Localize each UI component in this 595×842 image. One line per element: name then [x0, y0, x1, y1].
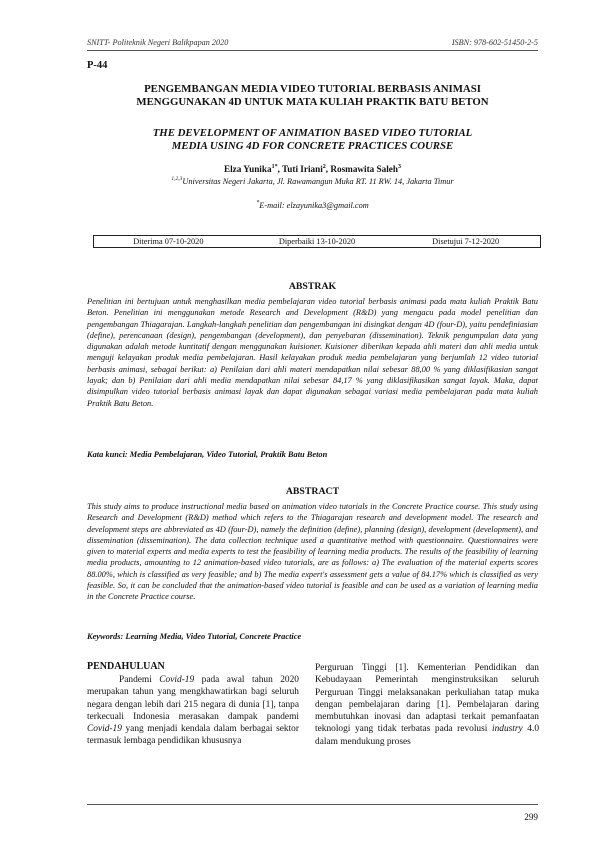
abstract-text: This study aims to produce instructional media based on animation video tutorials in the Concrete Practice course. This study using Research and Development (R&D) method which refers to the Thiagarajan research and development model. The research and development steps are abbreviated as 4D (four-D), namely the definition (define), planning (design), development (development), and dissemination (dissemination). The data collection technique used a quantitative method with questionnaire. Questionnaires were given to material experts and media experts to test the feasibility of learning media products. The results of the feasibility of learning media products, amounting to 12 animation-based video tutorials, are as follows: a) The evaluation of the material experts scores 88.00%, which is classified as very feasible; and b) The media expert's assessment gets a value of 84.17% which is classified as very feasible. So, it can be concluded that the animation-based video tutorial is feasible and can be used as a variation of learning media in the Concrete Practice course.: [87, 502, 538, 602]
author-1: Elza Yunika: [223, 164, 272, 175]
author-3: , Rosmawita Saleh: [325, 164, 398, 175]
intro-right-italic-1: industry: [491, 724, 523, 735]
page-number: 299: [524, 812, 538, 822]
intro-left-part-1: Pandemi: [119, 675, 160, 685]
abstrak-keywords: Kata kunci: Media Pembelajaran, Video Tutorial, Praktik Batu Beton: [87, 450, 328, 459]
date-accepted: Disetujui 7-12-2020: [432, 237, 500, 246]
title-indonesian: [87, 83, 538, 108]
intro-left-paragraph: [87, 674, 299, 748]
intro-heading: PENDAHULUAN: [87, 661, 165, 672]
author-list: [87, 164, 538, 174]
title-indonesian-line-2: MENGGUNAKAN 4D UNTUK MATA KULIAH PRAKTIK BATU BETON: [136, 95, 489, 108]
running-header-left: SNITT- Politeknik Negeri Balikpapan 2020: [87, 38, 229, 47]
affiliation: [87, 176, 538, 186]
dates-box: [93, 235, 541, 248]
title-english: [87, 127, 538, 152]
abstract-keywords: Keywords: Learning Media, Video Tutorial, Concrete Practice: [87, 632, 302, 641]
intro-right-column: [315, 662, 539, 748]
footer-divider: [87, 804, 538, 805]
author-2: , Tuti Iriani: [277, 164, 323, 175]
paper-code: P-44: [87, 60, 108, 71]
intro-left-part-2: pada awal tahun 2020 merupakan tahun yang mengkhawatirkan bagi seluruh negara dengan lebih dari 215 negara di dunia [1], tanpa terkecuali Indonesia merasakan dampak pandemi: [87, 675, 299, 722]
email-line: [87, 200, 538, 210]
running-header-right: ISBN: 978-602-51450-2-5: [451, 38, 538, 47]
intro-right-part-2: 4.0 dalam mendukung proses: [315, 724, 540, 747]
author-2-sup: 2: [322, 164, 326, 170]
email-sup: *: [256, 200, 260, 206]
intro-left-column: [87, 674, 299, 748]
author-1-sup: 1*: [271, 164, 278, 170]
abstract-heading: ABSTRACT: [285, 486, 340, 497]
intro-right-paragraph: [315, 662, 539, 748]
header-divider: [87, 50, 538, 51]
email-text: E-mail: elzayunika3@gmail.com: [259, 200, 369, 210]
date-revised: Diperbaiki 13-10-2020: [278, 237, 356, 246]
intro-right-part-1: Perguruan Tinggi [1]. Kementerian Pendidikan dan Kebudayaan Pemerintah menginstruksikan seluruh Perguruan Tinggi melaksanakan perkuliahan tatap muka dengan pembelajaran daring [1]. Pembelajaran daring membutuhkan inovasi dan adaptasi terkait pemanfaatan teknologi yang tidak terbatas pada revolusi: [315, 663, 539, 735]
affiliation-sup: 1,2,3: [171, 176, 183, 182]
title-english-line-2: MEDIA USING 4D FOR CONCRETE PRACTICES COURSE: [171, 139, 454, 152]
author-3-sup: 3: [398, 164, 401, 170]
abstrak-heading: ABSTRAK: [288, 281, 337, 292]
abstrak-text: Penelitian ini bertujuan untuk menghasilkan media pembelajaran video tutorial berbasis animasi pada mata kuliah Praktik Batu Beton. Penelitian ini menggunakan metode Research and Development (R&D) yang mengacu pada model penelitian dan pengembangan Thiagarajan. Langkah-langkah penelitian dan pengembangan ini disingkat dengan 4D (four-D), yaitu pendefiniasian (define), perencanaan (design), pengembangan (development), dan penyebaran (dissemination). Teknik pengumpulan data yang digunakan adalah metode kuntitatif dengan menggunakan kuisioner. Kuisioner diberikan kepada ahli materi dan ahli media untuk menguji kelayakan produk media pembelajaran. Hasil kelayakan produk media pembelajaran yang berjumlah 12 video tutorial berbasis animasi, sebagai berikut: a) Penilaian dari ahli materi mendapatkan nilai sebesar 88,00 % yang diklasifikasian sangat layak; dan b) Penilaian dari ahli media mendapatkan nilai sebesar 84,17 % yang diklasifikasikan sangat layak. Maka, dapat disimpulkan video tutorial berbasis animasi layak dan dapat digunakan sebagai variasi media pembelajaran pada mata kuliah Praktik Batu Beton.: [87, 297, 538, 408]
intro-left-italic-2: Covid-19: [87, 724, 122, 735]
date-received: Diterima 07-10-2020: [133, 237, 204, 246]
affiliation-text: Universitas Negeri Jakarta, Jl. Rawamangun Muka RT. 11 RW. 14, Jakarta Timur: [182, 176, 454, 186]
intro-left-italic-1: Covid-19: [159, 675, 195, 685]
title-english-line-1: THE DEVELOPMENT OF ANIMATION BASED VIDEO TUTORIAL: [152, 127, 473, 139]
title-indonesian-line-1: PENGEMBANGAN MEDIA VIDEO TUTORIAL BERBASIS ANIMASI: [144, 83, 481, 95]
intro-left-part-3: yang menjadi kendala dalam berbagai sektor termasuk lembaga pendidikan khususnya: [87, 724, 299, 747]
